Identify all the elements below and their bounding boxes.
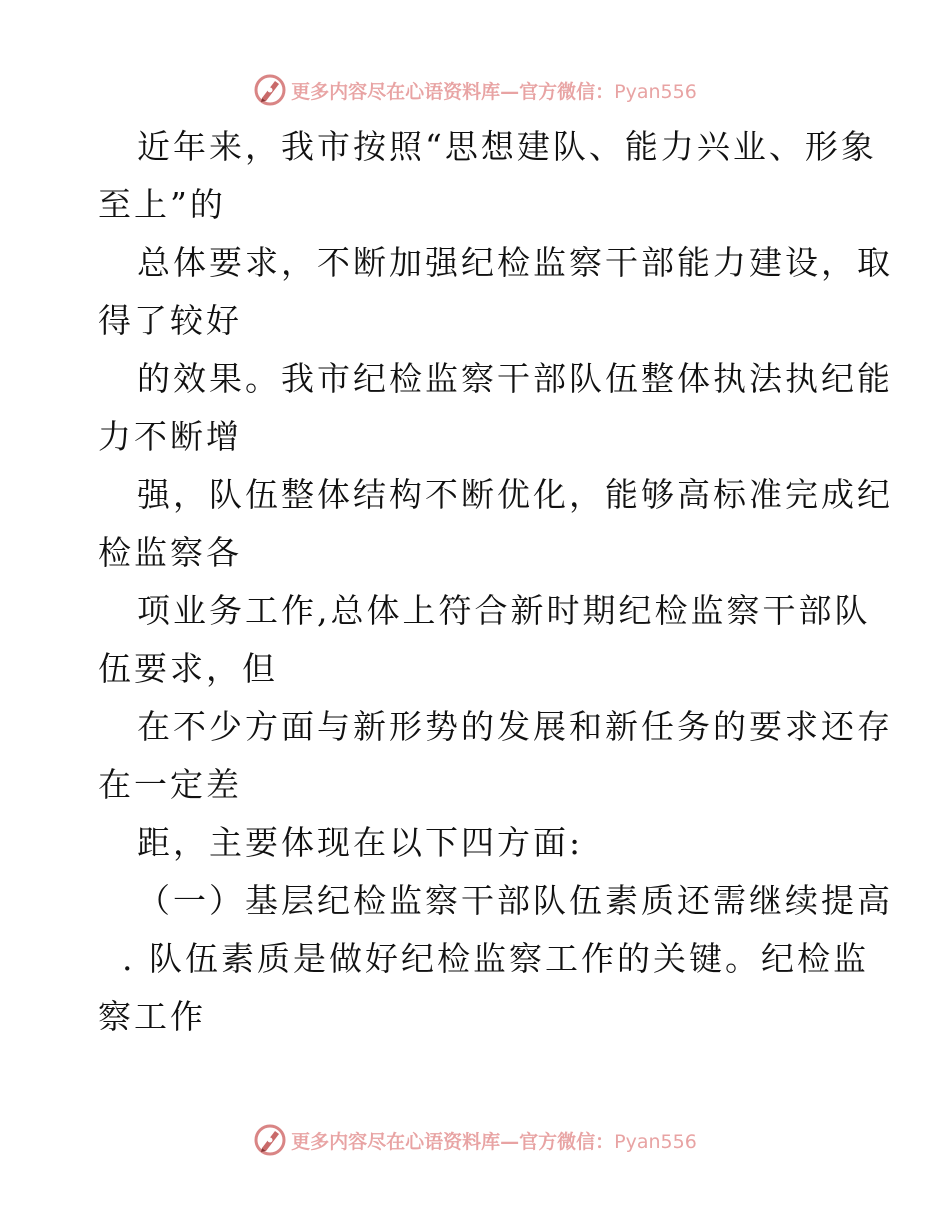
paragraph-line: 力不断增 xyxy=(98,417,242,456)
pen-logo-icon xyxy=(253,1123,287,1157)
paragraph-line: 近年来，我市按照“思想建队、能力兴业、形象 xyxy=(137,127,877,166)
header-watermark xyxy=(0,70,950,110)
paragraph-line: 强，队伍整体结构不断优化，能够高标准完成纪 xyxy=(137,475,893,514)
paragraph-line: 至上”的 xyxy=(98,185,226,224)
watermark-text: 更多内容尽在心语资料库—官方微信：Pyan556 xyxy=(291,1130,697,1153)
paragraph-line: . 队伍素质是做好纪检监察工作的关键。纪检监 xyxy=(122,939,869,978)
paragraph-line: 的效果。我市纪检监察干部队伍整体执法执纪能 xyxy=(137,359,893,398)
section-heading-line: （一）基层纪检监察干部队伍素质还需继续提高 xyxy=(137,881,893,920)
paragraph-line: 察工作 xyxy=(98,997,206,1036)
watermark-text: 更多内容尽在心语资料库—官方微信：Pyan556 xyxy=(291,80,697,103)
paragraph-line: 在一定差 xyxy=(98,765,242,804)
pen-logo-icon xyxy=(253,73,287,107)
paragraph-line: 在不少方面与新形势的发展和新任务的要求还存 xyxy=(137,707,893,746)
footer-watermark xyxy=(0,1120,950,1160)
paragraph-line: 项业务工作,总体上符合新时期纪检监察干部队 xyxy=(137,591,871,630)
paragraph-line: 距，主要体现在以下四方面: xyxy=(137,823,584,862)
paragraph-line: 得了较好 xyxy=(98,301,242,340)
paragraph-line: 总体要求，不断加强纪检监察干部能力建设，取 xyxy=(137,243,893,282)
paragraph-line: 检监察各 xyxy=(98,533,242,572)
paragraph-line: 伍要求，但 xyxy=(98,649,278,688)
